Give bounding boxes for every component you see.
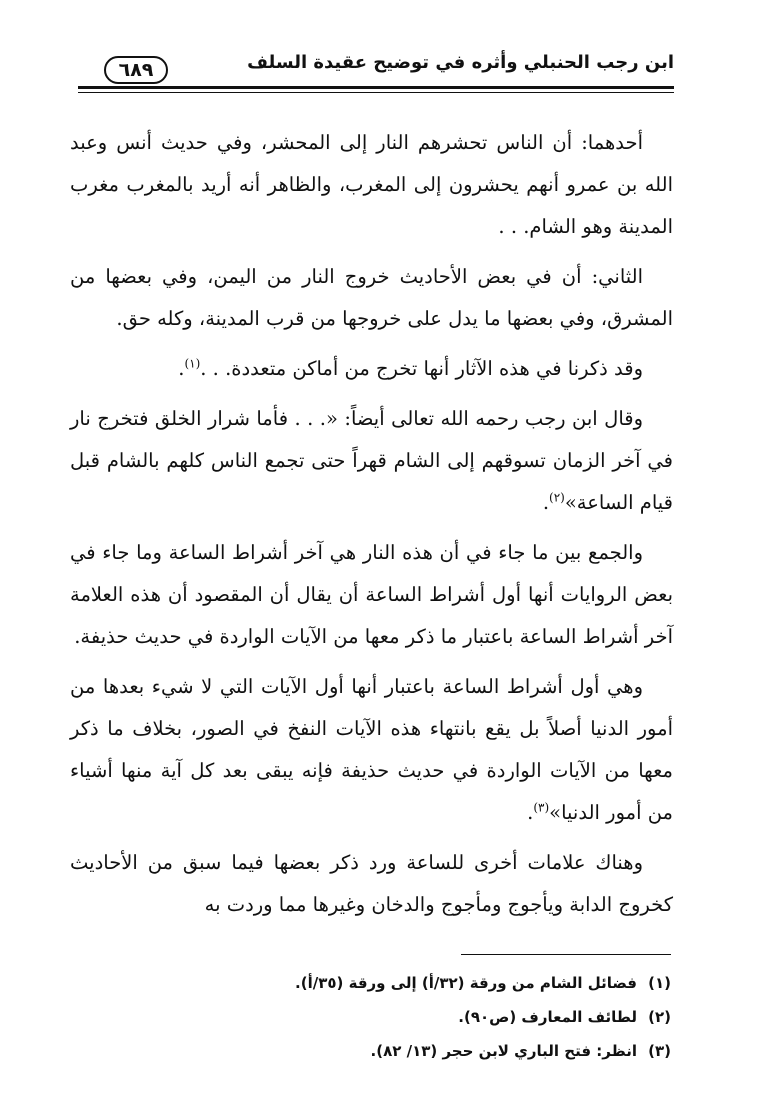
paragraph <box>70 122 673 248</box>
header-rule-thin <box>78 92 674 93</box>
header-rule <box>78 86 674 89</box>
footnote <box>71 1000 671 1034</box>
paragraph-text: الثاني: أن في بعض الأحاديث خروج النار من اليمن، وفي بعضها من المشرق، وفي بعضها ما يدل على خروجها من قرب المدينة، وكله حق. <box>70 265 673 330</box>
paragraph <box>70 666 673 834</box>
paragraph-tail: . <box>542 491 550 514</box>
paragraph-tail: . <box>527 801 534 824</box>
page-header <box>78 50 674 96</box>
footnote-separator <box>461 954 671 955</box>
paragraph-text: أحدهما: أن الناس تحشرهم النار إلى المحشر، وفي حديث أنس وعبد الله بن عمرو أنهم يحشرون إلى المغرب، والظاهر أنه أريد بالمغرب مغرب المدينة وهو الشام. . . <box>70 131 673 238</box>
footnote-number: (٣) <box>648 1042 671 1060</box>
page-number: ٦٨٩ <box>104 56 168 84</box>
paragraph-text: وقد ذكرنا في هذه الآثار أنها تخرج من أماكن متعددة. . . <box>200 357 643 380</box>
footnote-ref: (١) <box>184 356 201 371</box>
paragraph <box>70 532 673 658</box>
paragraph <box>70 398 673 524</box>
footnote-text: لطائف المعارف (ص٩٠). <box>458 1008 637 1026</box>
footnote-text: فضائل الشام من ورقة (٣٢/أ) إلى ورقة (٣٥/أ). <box>295 974 637 992</box>
paragraph-tail: . <box>178 357 185 380</box>
footnote <box>71 1034 671 1068</box>
running-title: ابن رجب الحنبلي وأثره في توضيح عقيدة السلف <box>247 52 674 73</box>
footnote-ref: (٢) <box>549 490 565 505</box>
paragraph-text: وهي أول أشراط الساعة باعتبار أنها أول الآيات التي لا شيء بعدها من أمور الدنيا أصلاً بل يقع بانتهاء هذه الآيات النفخ في الصور، بخلاف ما ذكر معها من الآيات الواردة في حديث حذيفة فإنه يبقى بعد كل آية منها أشياء من أمور الدنيا» <box>70 675 673 824</box>
paragraph <box>70 842 673 926</box>
footnote-text: انظر: فتح الباري لابن حجر (١٣/ ٨٢). <box>370 1042 637 1060</box>
footnote-number: (٢) <box>648 1008 671 1026</box>
footnote-ref: (٣) <box>533 800 550 815</box>
paragraph-text: والجمع بين ما جاء في أن هذه النار هي آخر أشراط الساعة وما جاء في بعض الروايات أنها أول أشراط الساعة أن يقال أن المقصود أن هذه العلامة آخر أشراط الساعة باعتبار ما ذكر معها من الآيات الواردة في حديث حذيفة. <box>70 541 673 648</box>
footnote <box>71 966 671 1000</box>
paragraph <box>70 256 673 340</box>
paragraph-text: وقال ابن رجب رحمه الله تعالى أيضاً: «. . . فأما شرار الخلق فتخرج نار في آخر الزمان تسوقهم إلى الشام قهراً حتى تجمع الناس كلهم بالشام قبل قيام الساعة» <box>70 407 673 514</box>
paragraph <box>70 348 673 390</box>
main-text <box>70 122 673 934</box>
paragraph-text: وهناك علامات أخرى للساعة ورد ذكر بعضها فيما سبق من الأحاديث كخروج الدابة ويأجوج ومأجوج والدخان وغيرها مما وردت به <box>70 851 673 916</box>
footnote-number: (١) <box>648 974 671 992</box>
footnotes <box>71 966 671 1068</box>
